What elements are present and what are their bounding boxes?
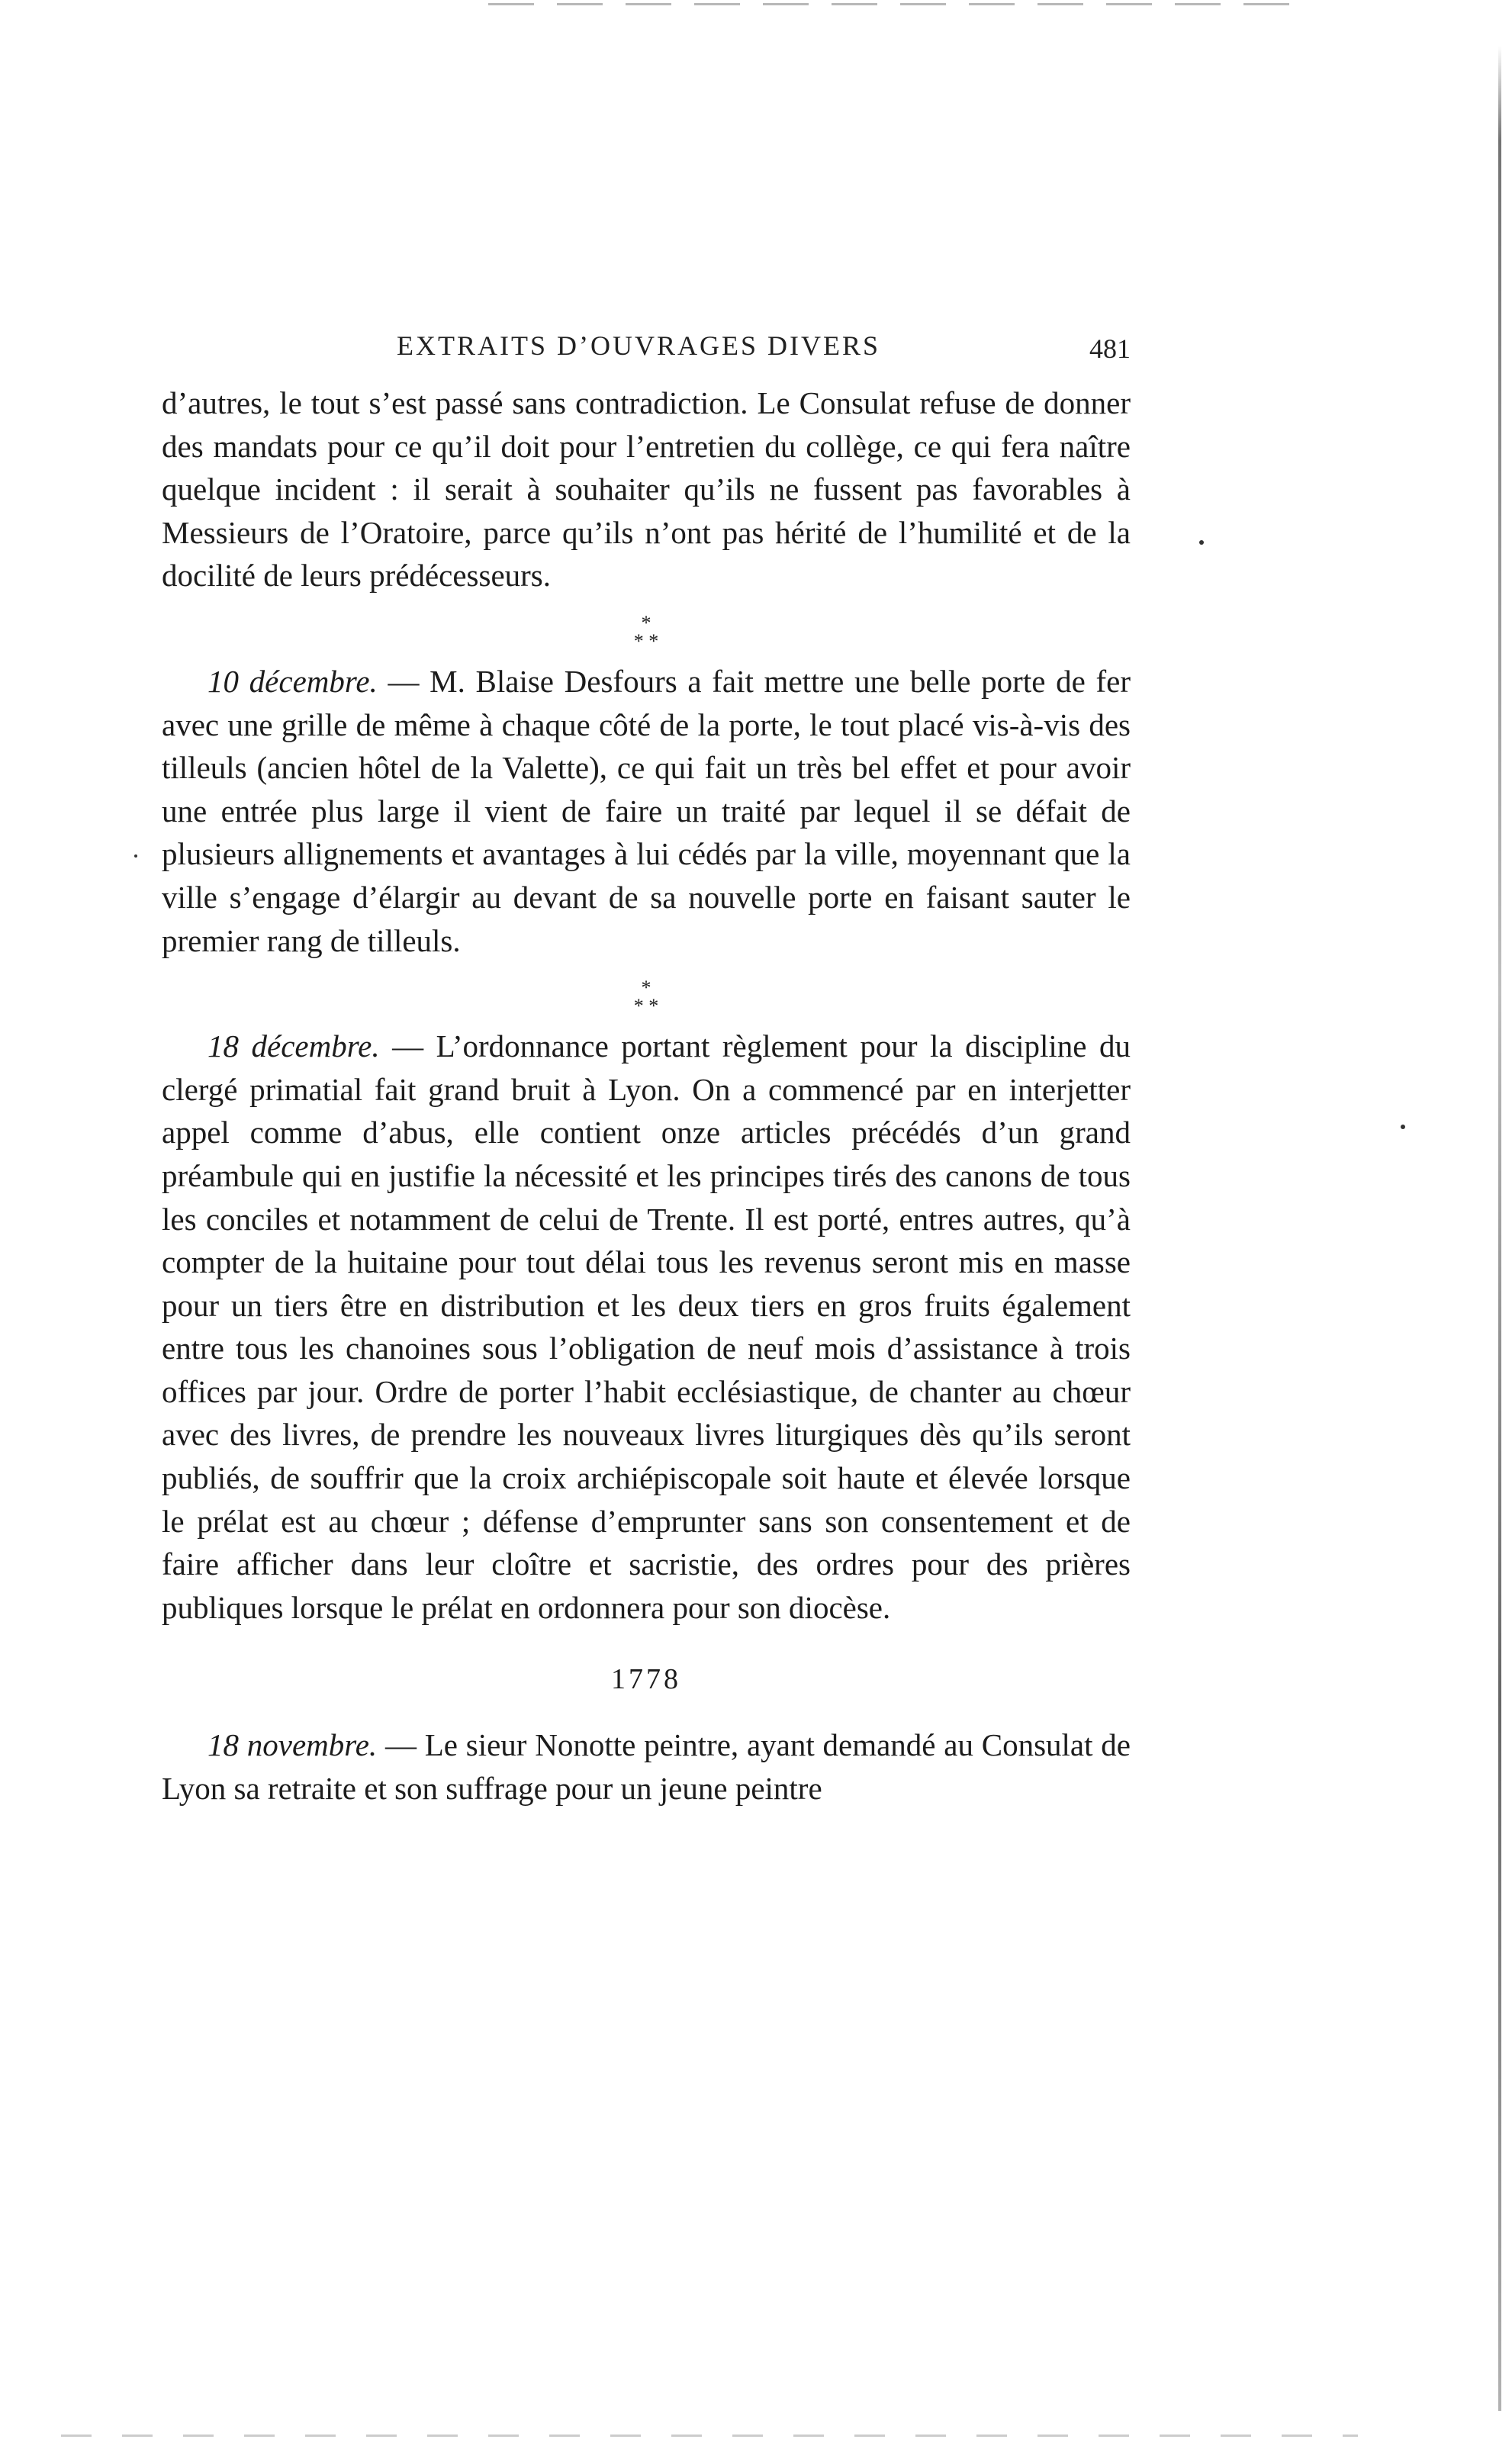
section-dinkus [162,611,1131,652]
dinkus-top: * [641,611,651,634]
year-heading: 1778 [611,1663,681,1696]
scan-speck [1401,1125,1405,1129]
paragraph-text: — M. Blaise Desfours a fait mettre une belle porte de fer avec une grille de même à chaque côté de la porte, le tout placé vis-à-vis des tilleuls (ancien hôtel de la Valette), ce qui fait un très bel effet et pour avoir une entrée plus large il vient de faire un traité par lequel il se défait de plusieurs allignements et avantages à lui cédés par la ville, moyennant que la ville s’engage d’élargir au devant de sa nouvelle porte en faisant sauter le premier rang de tilleuls. [162,663,1131,958]
scan-speck [1199,540,1204,545]
paragraph-18-decembre [162,1025,1131,1629]
dinkus-top: * [641,977,651,999]
date-label: 18 novembre. [207,1727,378,1763]
paragraph-text: — Le sieur Nonotte peintre, ayant demandé au Consulat de Lyon sa retraite et son suffrage pour un jeune peintre [162,1727,1131,1807]
section-dinkus [162,977,1131,1018]
date-label: 10 décembre. [207,663,378,699]
dinkus-bottom: * * [633,995,659,1018]
paragraph-oratoire: d’autres, le tout s’est passé sans contradiction. Le Consulat refuse de donner des mandats pour ce qu’il doit pour l’entretien du collège, ce qui fera naître quelque incident : il serait à souhaiter qu’ils ne fussent pas favorables à Messieurs de l’Oratoire, parce qu’ils n’ont pas hérité de l’humilité et de la docilité de leurs prédécesseurs. [162,385,1131,594]
page-number: 481 [1089,333,1131,364]
paragraph-10-decembre [162,660,1131,962]
running-head: EXTRAITS D’OUVRAGES DIVERS [397,330,880,361]
page-header [351,330,1131,375]
paragraph-text: — L’ordonnance portant règlement pour la discipline du clergé primatial fait grand bruit à Lyon. On a commencé par en interjetter appel comme d’abus, elle contient onze articles précédés d’un grand préambule qui en justifie la nécessité et les principes tirés des canons de tous les conciles et notamment de celui de Trente. Il est porté, entres autres, qu’à compter de la huitaine pour tout délai tous les revenus seront mis en masse pour un tiers être en distribution et les deux tiers en gros fruits également entre tous les chanoines sous l’obligation de neuf mois d’assistance à trois offices par jour. Ordre de porter l’habit ecclésiastique, de chanter au chœur avec des livres, de prendre les nouveaux livres liturgiques dès qu’ils seront publiés, de souffrir que la croix archiépiscopale soit haute et élevée lorsque le prélat est au chœur ; défense d’emprunter sans son consentement et de faire afficher dans leur cloître et sacristie, des ordres pour des prières publiques lorsque le prélat en ordonnera pour son diocèse. [162,1028,1131,1625]
scan-artifact-top [488,3,1297,5]
scan-artifact-edge [1498,46,1501,2411]
scan-artifact-bottom [61,2435,1358,2437]
body-text [162,381,1131,1810]
dinkus-bottom: * * [633,629,659,652]
date-label: 18 décembre. [207,1028,380,1064]
paragraph-18-novembre [162,1723,1131,1810]
scan-speck [134,854,137,858]
